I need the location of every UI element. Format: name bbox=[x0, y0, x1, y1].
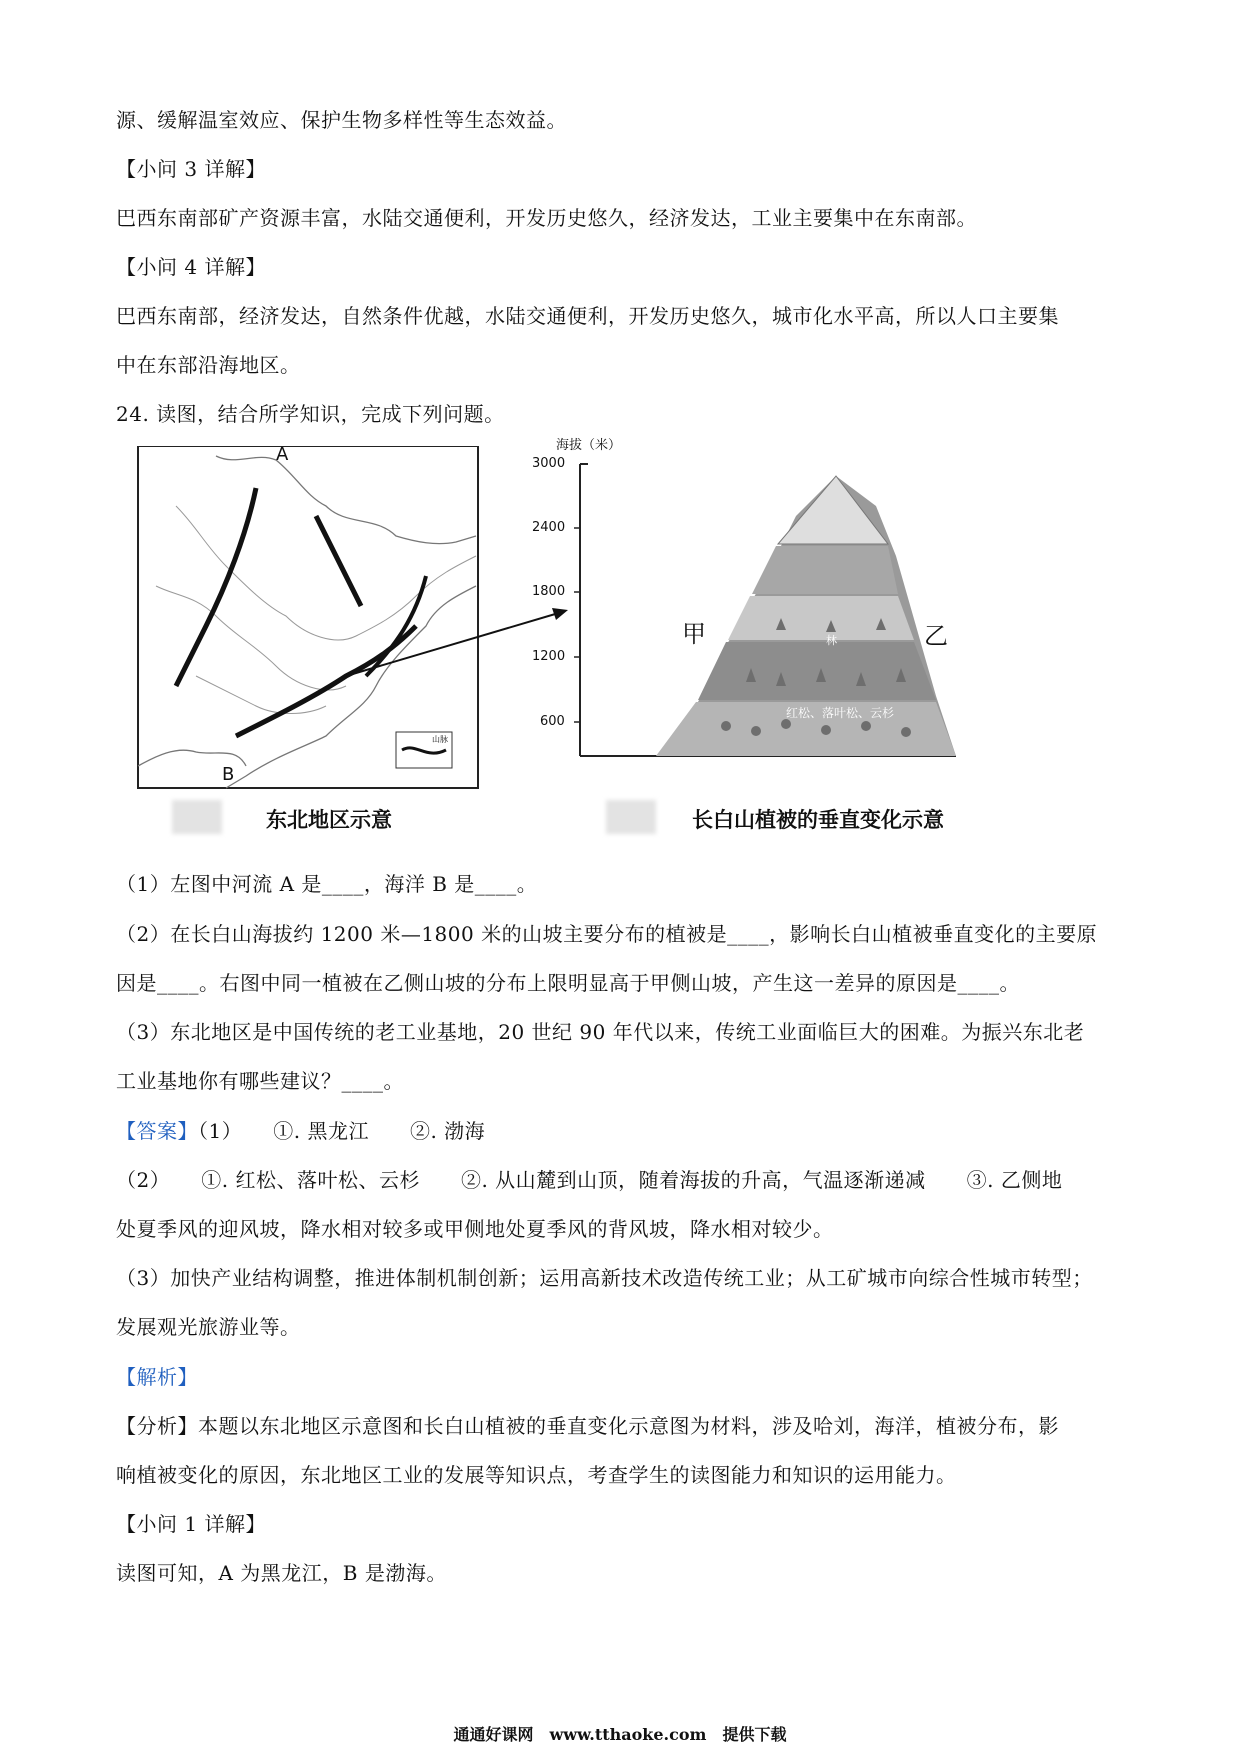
question-3: （3）东北地区是中国传统的老工业基地，20 世纪 90 年代以来，传统工业面临巨大的困难。为振兴东北老 bbox=[116, 1020, 1085, 1044]
question-2: （2）在长白山海拔约 1200 米—1800 米的山坡主要分布的植被是____，影响长白山植被垂直变化的主要原 bbox=[116, 922, 1098, 946]
zone-label-low: 针叶林和落叶阔叶混交林 bbox=[775, 782, 897, 795]
y-tick-label: 1200 bbox=[532, 649, 566, 664]
analysis-tag: 【解析】 bbox=[116, 1365, 198, 1389]
zone-label-mid: 红松、落叶松、云杉 bbox=[785, 706, 894, 720]
map-label-b: B bbox=[222, 764, 235, 785]
sub-heading: 【小问 3 详解】 bbox=[116, 157, 266, 181]
text-line: 巴西东南部，经济发达，自然条件优越，水陆交通便利，开发历史悠久，城市化水平高，所以人口主要集 bbox=[116, 304, 1059, 328]
footer: 通通好课网 www.tthaoke.com 提供下载 bbox=[453, 1725, 787, 1744]
right-caption: 长白山植被的垂直变化示意 bbox=[692, 808, 944, 832]
question-3-cont: 工业基地你有哪些建议？____。 bbox=[116, 1069, 404, 1093]
analysis-line: 响植被变化的原因，东北地区工业的发展等知识点，考查学生的读图能力和知识的运用能力。 bbox=[116, 1463, 957, 1487]
text-line: 巴西东南部矿产资源丰富，水陆交通便利，开发历史悠久，经济发达，工业主要集中在东南部。 bbox=[116, 206, 977, 230]
text-line: 中在东部沿海地区。 bbox=[116, 353, 301, 377]
y-axis-title: 海拔（米） bbox=[556, 438, 622, 453]
answer-3-cont: 发展观光旅游业等。 bbox=[116, 1315, 301, 1339]
figure bbox=[136, 438, 976, 846]
sub-heading: 【小问 4 详解】 bbox=[116, 255, 266, 279]
arrow-head bbox=[552, 608, 568, 620]
map-label-a: A bbox=[276, 444, 289, 465]
answer-tag: 【答案】 bbox=[116, 1119, 198, 1143]
answer-2: （2） ①. 红松、落叶松、云杉 ②. 从山麓到山顶，随着海拔的升高，气温逐渐递减 ③. 乙侧地 bbox=[116, 1168, 1063, 1192]
answer-3: （3）加快产业结构调整，推进体制机制创新；运用高新技术改造传统工业；从工矿城市向综合性城市转型； bbox=[116, 1266, 1093, 1290]
question-2-cont: 因是____。右图中同一植被在乙侧山坡的分布上限明显高于甲侧山坡，产生这一差异的原因是____。 bbox=[116, 971, 1020, 995]
y-tick-label: 600 bbox=[540, 714, 565, 729]
question-title: 24. 读图，结合所学知识，完成下列问题。 bbox=[116, 402, 505, 426]
blur-patch bbox=[172, 800, 222, 834]
y-tick-label: 1800 bbox=[532, 584, 566, 599]
blur-patch bbox=[606, 800, 656, 834]
left-caption: 东北地区示意 bbox=[266, 808, 392, 832]
y-tick-label: 2400 bbox=[532, 520, 566, 535]
legend-label: 山脉 bbox=[432, 735, 448, 744]
sub-heading: 【小问 1 详解】 bbox=[116, 1512, 266, 1536]
y-tick-label: 3000 bbox=[532, 456, 566, 471]
question-1: （1）左图中河流 A 是____，海洋 B 是____。 bbox=[116, 872, 538, 896]
side-label-jia: 甲 bbox=[682, 620, 706, 648]
analysis-line: 读图可知，A 为黑龙江，B 是渤海。 bbox=[116, 1561, 447, 1585]
zone-upper bbox=[728, 596, 914, 640]
zone-alpine bbox=[752, 546, 898, 594]
text-line: 源、缓解温室效应、保护生物多样性等生态效益。 bbox=[116, 108, 567, 132]
answer-2-cont: 处夏季风的迎风坡，降水相对较多或甲侧地处夏季风的背风坡，降水相对较少。 bbox=[116, 1217, 834, 1241]
answer-1: （1） ①. 黑龙江 ②. 渤海 bbox=[198, 1119, 486, 1143]
answer-line-1 bbox=[116, 1107, 1126, 1155]
side-label-yi: 乙 bbox=[924, 622, 948, 650]
analysis-line: 【分析】本题以东北地区示意图和长白山植被的垂直变化示意图为材料，涉及哈刘，海洋，植被分布，影 bbox=[116, 1414, 1059, 1438]
zone-label-top: 林 bbox=[826, 634, 837, 647]
